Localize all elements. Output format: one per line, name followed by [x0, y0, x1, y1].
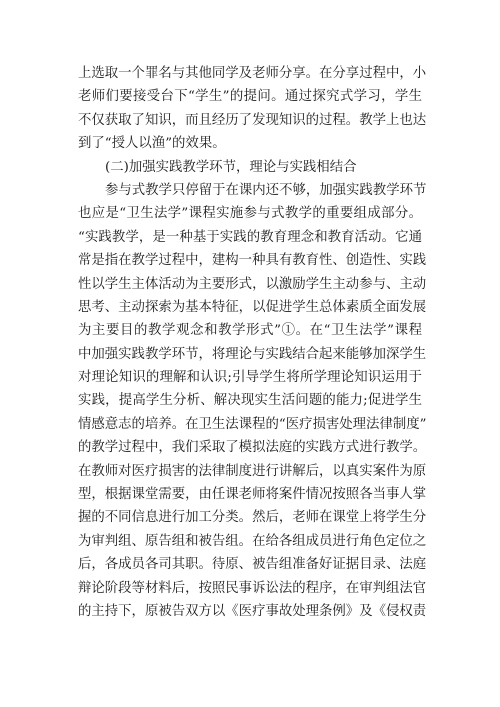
text-line: 思考、主动探索为基本特征，以促进学生总体素质全面发展	[78, 299, 427, 315]
text-line: 中加强实践教学环节，将理论与实践结合起来能够加深学生	[78, 346, 427, 362]
body-text	[78, 62, 427, 623]
text-line: 为审判组、原告组和被告组。在给各组成员进行角色定位之	[78, 533, 427, 549]
text-line: “实践教学，是一种基于实践的教育理念和教育活动。它通	[78, 229, 422, 245]
text-line: 的教学过程中，我们采取了模拟法庭的实践方式进行教学。	[78, 440, 427, 456]
text-line: 也应是“卫生法学”课程实施参与式教学的重要组成部分。	[78, 206, 422, 222]
text-line: 常是指在教学过程中，建构一种具有教育性、创造性、实践	[78, 253, 427, 269]
text-line: 到了“授人以渔”的效果。	[78, 136, 226, 152]
text-line: 握的不同信息进行加工分类。然后，老师在课堂上将学生分	[78, 510, 427, 526]
text-line: 辩论阶段等材料后，按照民事诉讼法的程序，在审判组法官	[78, 580, 427, 596]
text-line: 老师们要接受台下“学生”的提问。通过探究式学习，学生	[78, 89, 422, 105]
text-line: 的主持下，原被告双方以《医疗事故处理条例》及《侵权责	[78, 603, 427, 619]
text-line: 对理论知识的理解和认识;引导学生将所学理论知识运用于	[78, 370, 422, 386]
section-heading: (二)加强实践教学环节，理论与实践相结合	[105, 159, 357, 175]
text-line: 情感意志的培养。在卫生法课程的“医疗损害处理法律制度”	[78, 416, 427, 432]
text-line: 型，根据课堂需要，由任课老师将案件情况按照各当事人掌	[78, 487, 427, 503]
text-line: 实践，提高学生分析、解决现实生活问题的能力;促进学生	[78, 393, 422, 409]
text-line: 参与式教学只停留于在课内还不够，加强实践教学环节	[105, 182, 427, 198]
text-line: 性以学生主体活动为主要形式，以激励学生主动参与、主动	[78, 276, 427, 292]
text-line: 在教师对医疗损害的法律制度进行讲解后，以真实案件为原	[78, 463, 427, 479]
text-line: 为主要目的教学观念和教学形式”①。在“卫生法学”课程	[78, 323, 422, 339]
text-line: 不仅获取了知识，而且经历了发现知识的过程。教学上也达	[78, 112, 427, 128]
text-line: 上选取一个罪名与其他同学及老师分享。在分享过程中，小	[78, 66, 427, 81]
text-line: 后，各成员各司其职。待原、被告组准备好证据目录、法庭	[78, 557, 427, 573]
